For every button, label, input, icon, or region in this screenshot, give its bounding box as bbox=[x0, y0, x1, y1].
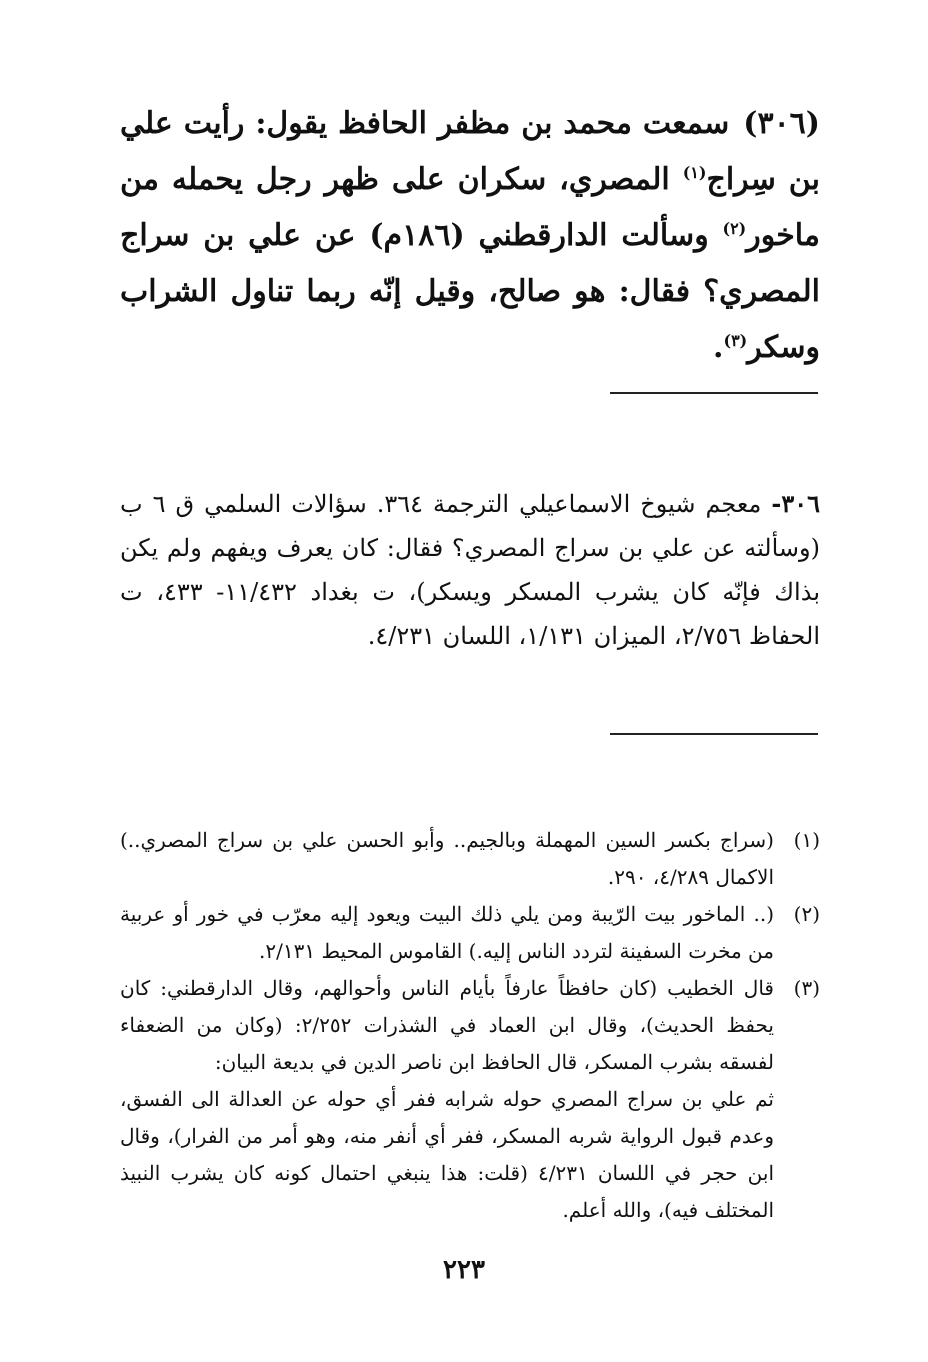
footnote-text: قال الخطيب (كان حافظاً عارفاً بأيام الناس وأحوالهم، وقال الدارقطني: كان يحفظ الحديث)، وقال ابن العماد في الشذرات ٢/٢٥٢: (وكان من الضعفاء لفسقه بشرب المسكر، قال الحافظ ابن ناصر الدين في بديعة البيان: bbox=[120, 976, 774, 1074]
footnote-number: (٣) bbox=[793, 976, 820, 1000]
footnote-3 bbox=[120, 970, 820, 1229]
footnote-marker-1: (١) bbox=[682, 163, 707, 182]
footnote-text-block bbox=[120, 970, 774, 1229]
footnote-1 bbox=[120, 822, 820, 896]
source-note-number: ٣٠٦- bbox=[771, 489, 820, 518]
footnote-text: (سراج بكسر السين المهملة وبالجيم.. وأبو الحسن علي بن سراج المصري..) الاكمال ٤/٢٨٩، ٢٩٠. bbox=[120, 828, 774, 889]
entry-text-part-1: سمعت محمد بن مظفر الحافظ يقول: رأيت علي بن سِراج bbox=[120, 106, 820, 197]
page-number: ٢٢٣ bbox=[443, 1255, 485, 1285]
footnotes-section bbox=[120, 822, 820, 1229]
source-note-text: معجم شيوخ الاسماعيلي الترجمة ٣٦٤. سؤالات السلمي ق ٦ ب (وسألته عن علي بن سراج المصري؟ فقال: كان يعرف ويفهم ولم يكن بذاك فإنّه كان يشرب المسكر ويسكر)، ت بغداد ١١/٤٣٢- ٤٣٣، ت الحفاظ ٢/٧٥٦، الميزان ١/١٣١، اللسان ٤/٢٣١. bbox=[120, 490, 820, 650]
entry-text-part-3: وسألت الدارقطني (١٨٦م) عن علي بن سراج المصري؟ فقال: هو صالح، وقيل إنّه ربما تناول الشراب وسكر bbox=[120, 218, 820, 365]
source-note bbox=[120, 482, 820, 658]
divider-rule-top bbox=[610, 392, 818, 394]
footnote-number: (٢) bbox=[793, 902, 820, 926]
main-entry bbox=[120, 96, 820, 376]
entry-text-end: . bbox=[713, 330, 724, 365]
footnote-2 bbox=[120, 896, 820, 970]
divider-rule-bottom bbox=[610, 733, 818, 735]
footnote-text: (.. الماخور بيت الرّيبة ومن يلي ذلك البيت ويعود إليه معرّب في خور أو عربية من مخرت السفينة لتردد الناس إليه.) القاموس المحيط ٢/١٣١. bbox=[120, 902, 774, 963]
footnote-number: (١) bbox=[793, 828, 820, 852]
entry-text-part-2: المصري، سكران على ظهر رجل يحمله من ماخور bbox=[120, 162, 820, 253]
entry-number: (٣٠٦) bbox=[743, 106, 820, 141]
footnote-text-continued: ثم علي بن سراج المصري حوله شرابه ففر أي حوله عن العدالة الى الفسق، وعدم قبول الرواية شربه المسكر، ففر أي أنفر منه، وهو أمر من الفرار)، وقال ابن حجر في اللسان ٤/٢٣١ (قلت: هذا ينبغي احتمال كونه كان يشرب النبيذ المختلف فيه)، والله أعلم. bbox=[120, 1087, 775, 1222]
footnote-marker-3: (٣) bbox=[723, 331, 748, 350]
footnote-marker-2: (٢) bbox=[722, 219, 747, 238]
